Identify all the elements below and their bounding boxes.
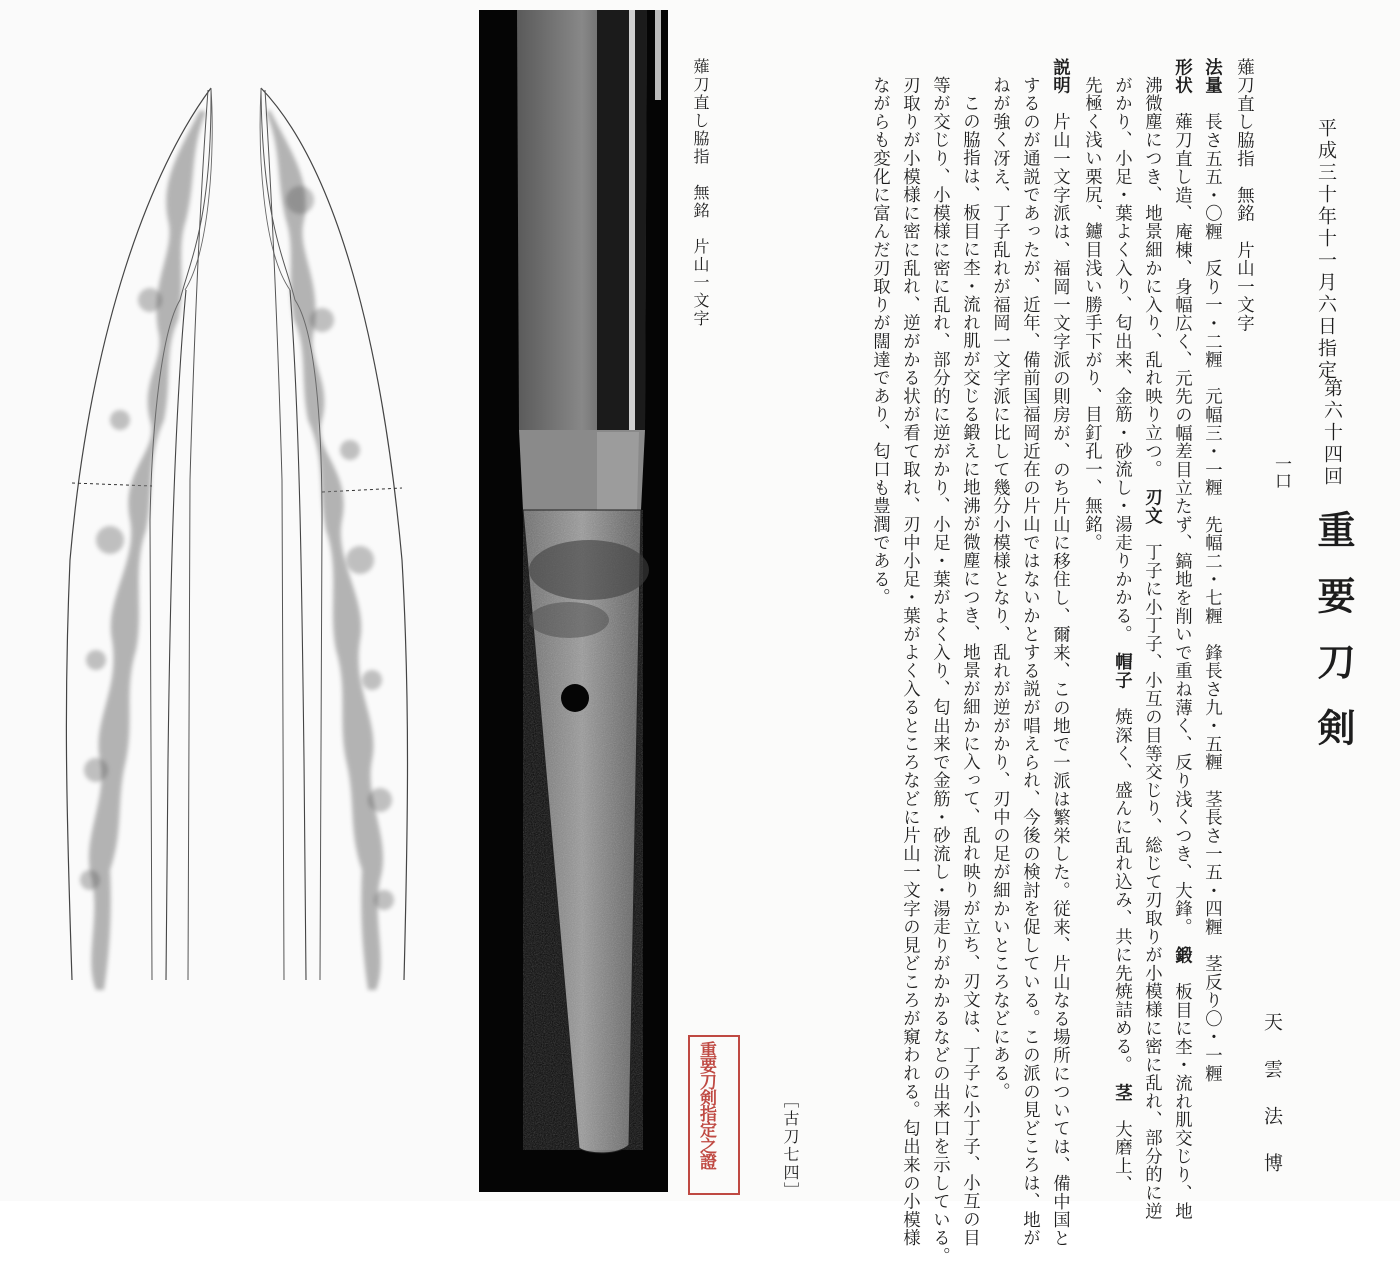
item-count: 一口 — [1271, 455, 1291, 489]
houryou-row — [1201, 58, 1222, 1083]
designation-date: 平成三十年十一月六日指定 — [1315, 118, 1337, 382]
setsumei-text-3: ねが強く冴え、丁子乱れが福岡一文字派に比して幾分小模様となり、乱れが逆がかり、刃中の足が細かいところなどにある。 — [989, 76, 1010, 1101]
setsumei-label: 説明 — [1049, 58, 1070, 95]
certification-seal — [688, 1035, 740, 1195]
keijou-text: 薙刀直し造、庵棟、身幅広く、元先の幅差目立たず、鎬地を削いで重ね薄く、反り浅くつき、大鋒。 — [1171, 112, 1192, 928]
nakago-text-2: 先極く浅い栗尻、鑢目浅い勝手下がり、目釘孔一、無銘。 — [1081, 76, 1102, 552]
oshigata-drawing — [0, 0, 470, 1201]
session-number: 第六十四回 — [1321, 378, 1343, 488]
kitae-text-1: 板目に杢・流れ肌交じり、地 — [1171, 982, 1192, 1221]
setsumei-text-6: 刃取りが小模様に密に乱れ、逆がかる状が看て取れ、刃中小足・葉がよく入るところなどに片山一文字の見どころが窺われる。匂出来の小模様 — [899, 76, 920, 1248]
keijou-row — [1171, 58, 1192, 1221]
setsumei-text-2: するのが通説であったが、近年、備前国福岡近在の片山ではないかとする説が唱えられ、今後の検討を促している。この派の見どころは、地が — [1019, 76, 1040, 1248]
kitae-row-2 — [1141, 76, 1162, 1221]
author-name: 天雲法博 — [1261, 1012, 1283, 1200]
setsumei-text-1: 片山一文字派は、福岡一文字派の則房が、のち片山に移住し、爾来、この地で一派は繁栄した。従来、片山なる場所については、備中国と — [1049, 112, 1070, 1248]
boushi-text: 焼深く、盛んに乱れ込み、共に先焼詰める。 — [1111, 707, 1132, 1066]
setsumei-text-4: この脇指は、板目に杢・流れ肌が交じる鍛えに地沸が微塵につき、地景が細かに入って、乱れ映りが立ち、刃文は、丁子に小丁子、小互の目 — [959, 94, 980, 1247]
setsumei-text-7: ながらも変化に富んだ刃取りが闊達であり、匂口も豊潤である。 — [869, 76, 890, 607]
kitae-text-2: 沸微塵につき、地景細かに入り、乱れ映り立つ。 — [1141, 76, 1162, 470]
blade-photo-svg — [479, 10, 668, 1192]
seal-text: 重要刀剣指定之證 — [696, 1041, 716, 1169]
setsumei-row-1 — [1049, 58, 1070, 1248]
blade-photograph — [479, 10, 668, 1192]
page-number: ［古刀七四］ — [781, 1092, 800, 1200]
page-title: 重要刀剣 — [1311, 510, 1356, 774]
hamon-text-1: 丁子に小丁子、小互の目等交じり、総じて刃取りが小模様に密に乱れ、部分的に逆 — [1141, 543, 1162, 1221]
nakago-text-1: 大磨上、 — [1111, 1120, 1132, 1194]
item-caption: 薙刀直し脇指 無銘 片山一文字 — [691, 58, 710, 328]
hamon-text-2: がかり、小足・葉よく入り、匂出来、金筋・砂流し・湯走りかかる。 — [1111, 76, 1132, 635]
item-name: 薙刀直し脇指 無銘 片山一文字 — [1233, 58, 1254, 333]
boushi-label: 帽子 — [1111, 652, 1132, 690]
houryou-label: 法量 — [1201, 58, 1222, 95]
keijou-label: 形状 — [1171, 58, 1192, 95]
hamon-row-2 — [1111, 76, 1132, 1194]
nakago-label: 茎 — [1111, 1083, 1132, 1102]
houryou-text: 長さ五五・〇糎 反り一・二糎 元幅三・一糎 先幅二・七糎 鋒長さ九・五糎 茎長さ一五・四糎 茎反り〇・一糎 — [1201, 112, 1222, 1083]
hamon-label: 刃文 — [1141, 488, 1162, 525]
setsumei-text-5: 等が交じり、小模様に密に乱れ、部分的に逆がかり、小足・葉がよく入り、匂出来で金筋・砂流し・湯走りがかかるなどの出来口を示している。 — [929, 76, 950, 1266]
kitae-label: 鍛 — [1171, 946, 1192, 965]
oshigata-svg — [0, 0, 470, 1201]
